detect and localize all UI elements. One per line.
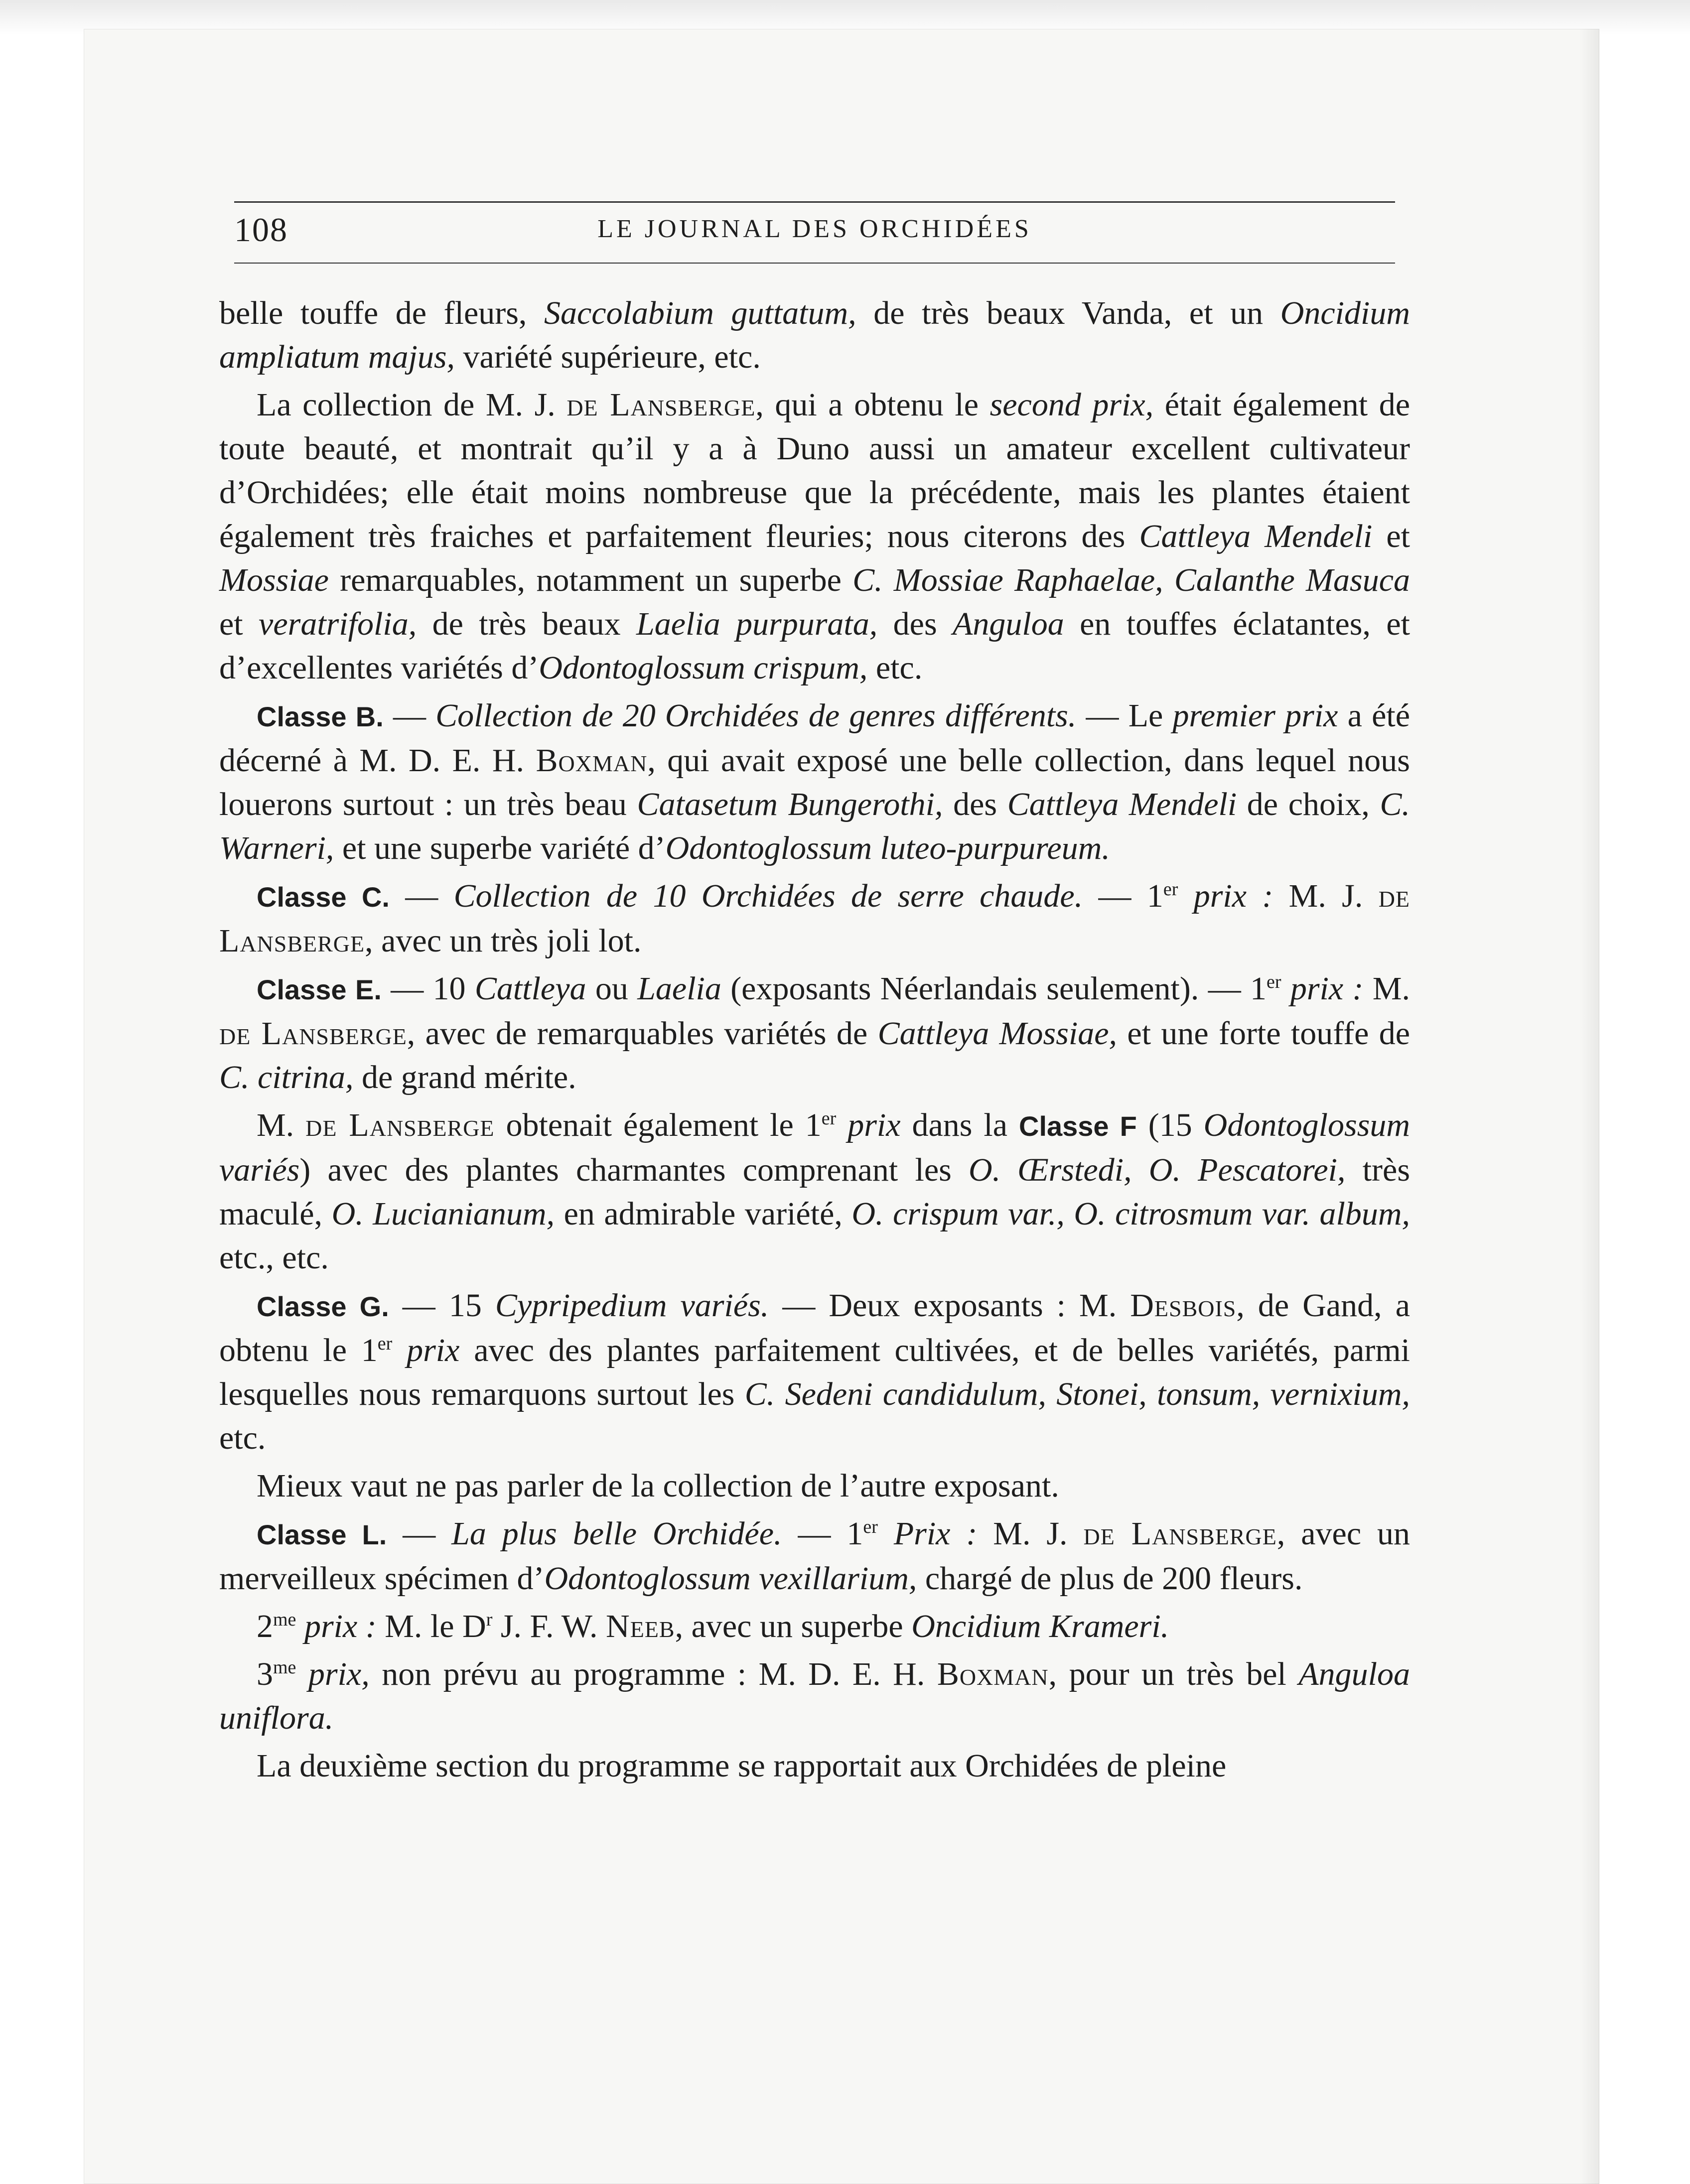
page-shadow [1579,29,1599,2184]
italic-text: Cattleya Mossiae, [877,1015,1118,1052]
text-run: M. J. [1273,878,1379,914]
text-run: , avec un merveilleux spécimen d’ [219,1515,1410,1597]
text-run [296,1656,308,1692]
text-run [878,1515,894,1552]
text-run: — Le [1076,697,1173,734]
text-run: — [389,878,454,914]
text-run: remarquables, notamment un superbe [328,562,853,598]
small-caps-name: de Lansberge [1083,1515,1277,1552]
paragraph [219,1284,1410,1460]
header-top-rule [234,201,1395,203]
italic-text: Prix : [893,1515,978,1552]
italic-text: Odontoglossum crispum, [539,650,868,686]
page-header [234,203,1395,261]
paragraph [219,694,1410,870]
text-run: , avec de remarquables variétés de [407,1015,878,1052]
text-run: La deuxième section du programme se rapportait aux Orchidées de pleine [257,1748,1227,1784]
text-run: — [383,697,436,734]
italic-text: C. Sedeni candidulum, Stonei, tonsum, vernixium, [744,1376,1410,1412]
small-caps-name: Boxman [536,742,648,779]
text-run: non prévu au programme : M. D. E. H. [369,1656,937,1692]
paragraph [219,291,1410,379]
text-run: très maculé, [219,1152,1410,1232]
italic-text: C. Warneri, [219,786,1410,866]
italic-text: O. Œrstedi, O. Pescatorei, [969,1152,1346,1188]
text-run: ) avec des plantes charmantes comprenant les [299,1152,969,1188]
text-run: — 15 [389,1287,495,1324]
italic-text: Cattleya Mendeli [1139,518,1373,554]
text-run: et une superbe variété d’ [334,830,666,866]
text-run: avec des plantes parfaitement cultivées, et de belles variétés, parmi lesquelles nous remarquons surtout les [219,1332,1410,1412]
italic-text: Laelia [637,970,721,1007]
text-run: (exposants Néerlandais seulement). — 1 [721,970,1267,1007]
text-run: des [943,786,1007,822]
text-run [296,1608,304,1644]
class-label: Classe F [1019,1110,1137,1142]
text-run: M. J. [977,1515,1084,1552]
text-run: dans la [900,1107,1019,1143]
italic-text: C. citrina, [219,1059,354,1095]
text-run: (15 [1136,1107,1204,1143]
text-run: M. [257,1107,306,1143]
small-caps-name: de Lansberge [219,1015,407,1052]
class-label: Classe E. [257,974,382,1005]
text-run: des [877,606,953,642]
text-run: a été décerné à M. D. E. H. [219,697,1410,779]
small-caps-name: de Lansberge [566,387,756,423]
text-run: , de Gand, a obtenu le 1 [219,1287,1410,1368]
running-title: LE JOURNAL DES ORCHIDÉES [597,215,1032,243]
paragraph [219,967,1410,1099]
text-run: variété supérieure, etc. [455,339,761,375]
italic-text: Oncidium ampliatum majus, [219,295,1410,375]
text-run: M. le D [376,1608,486,1644]
superscript: er [377,1333,393,1354]
italic-text: veratrifolia, [259,606,417,642]
superscript: er [863,1516,878,1537]
small-caps-name: Neeb [606,1608,675,1644]
italic-text: Mossiae [219,562,329,598]
italic-text: Anguloa [953,606,1064,642]
text-run [1281,970,1290,1007]
text-run: — 1 [1083,878,1163,914]
paragraph [219,1652,1410,1740]
text-run: et une forte touffe de [1117,1015,1410,1052]
text-run: , avec un superbe [675,1608,912,1644]
text-run [836,1107,847,1143]
italic-text: O. crispum var., O. citrosmum var. album, [851,1196,1410,1232]
paragraph [219,383,1410,690]
text-run: de très beaux Vanda, et un [856,295,1280,331]
text-run: 3 [257,1656,273,1692]
superscript: me [273,1657,296,1678]
superscript: er [1267,971,1281,992]
paragraph [219,1744,1410,1788]
small-caps-name: Desbois [1130,1287,1237,1324]
text-run: J. F. W. [492,1608,606,1644]
text-run: en admirable variété, [555,1196,852,1232]
italic-text: Odontoglossum variés [219,1107,1410,1188]
class-label: Classe G. [257,1291,389,1322]
class-label: Classe B. [257,701,384,732]
text-run: etc., etc. [219,1239,329,1276]
superscript: er [1163,879,1178,900]
italic-text: Odontoglossum vexillarium, [544,1560,917,1597]
text-run: belle touffe de fleurs, [219,295,544,331]
text-run: en touffes éclatantes, et d’excellentes variétés d’ [219,606,1410,686]
italic-text: Odontoglossum luteo-purpureum. [665,830,1110,866]
text-run: etc. [219,1420,266,1456]
text-run: de choix, [1237,786,1380,822]
italic-text: Oncidium Krameri. [911,1608,1169,1644]
italic-text: prix, [308,1656,370,1692]
header-bottom-rule [234,263,1395,264]
small-caps-name: de Lansberge [305,1107,495,1143]
superscript: r [486,1609,493,1630]
paragraph [219,874,1410,963]
paragraph [219,1464,1410,1508]
italic-text: prix [847,1107,901,1143]
italic-text: premier prix [1172,697,1338,734]
superscript: me [273,1609,296,1630]
italic-text: prix : [1193,878,1273,914]
paragraph [219,1103,1410,1280]
paragraph [219,1605,1410,1648]
italic-text: Collection de 10 Orchidées de serre chaude. [453,878,1083,914]
italic-text: prix : [1290,970,1364,1007]
italic-text: Cattleya [474,970,586,1007]
text-run: était également de toute beauté, et montrait qu’il y a à Duno aussi un amateur excellent cultivateur d’Orchidées; elle était moins nombreuse que la précédente, mais les plantes étaient également très fraiches et parfaitement fleuries; nous citerons des [219,387,1410,554]
italic-text: La plus belle Orchidée. [451,1515,782,1552]
italic-text: O. Lucianianum, [331,1196,555,1232]
text-run: obtenait également le 1 [494,1107,822,1143]
text-run: 2 [257,1608,273,1644]
text-run: — 1 [782,1515,863,1552]
italic-text: Saccolabium guttatum, [544,295,856,331]
page-number: 108 [234,211,288,249]
italic-text: Cattleya Mendeli [1007,786,1237,822]
text-run [1178,878,1193,914]
text-run: et [219,606,259,642]
text-run: , qui a obtenu le [755,387,990,423]
text-run: chargé de plus de 200 fleurs. [917,1560,1303,1597]
italic-text: Cypripedium variés. [495,1287,769,1324]
text-run: La collection de M. J. [257,387,567,423]
text-run [392,1332,407,1368]
text-run: et [1372,518,1410,554]
text-run: — [387,1515,452,1552]
text-run: de grand mérite. [353,1059,576,1095]
italic-text: Anguloa uniflora. [219,1656,1410,1736]
italic-text: second prix, [989,387,1154,423]
text-run: , avec un très joli lot. [365,923,642,959]
class-label: Classe C. [257,881,390,913]
text-run: M. [1363,970,1410,1007]
italic-text: Catasetum Bungerothi, [637,786,943,822]
text-run: — 10 [381,970,475,1007]
article-body [219,291,1410,1788]
italic-text: Collection de 20 Orchidées de genres différents. [435,697,1077,734]
text-run: , pour un très bel [1048,1656,1299,1692]
text-run: ou [586,970,638,1007]
italic-text: C. Mossiae Raphaelae, Calanthe Masuca [852,562,1410,598]
small-caps-name: de Lansberge [219,878,1410,959]
superscript: er [821,1108,837,1129]
text-run: , qui avait exposé une belle collection, dans lequel nous louerons surtout : un très beau [219,742,1410,822]
italic-text: prix : [304,1608,377,1644]
italic-text: prix [407,1332,460,1368]
text-run: etc. [867,650,923,686]
text-run: de très beaux [417,606,636,642]
text-run: Mieux vaut ne pas parler de la collection de l’autre exposant. [257,1468,1059,1504]
italic-text: Laelia purpurata, [636,606,878,642]
paragraph [219,1512,1410,1601]
text-run: — Deux exposants : M. [769,1287,1130,1324]
small-caps-name: Boxman [937,1656,1049,1692]
class-label: Classe L. [257,1519,387,1550]
